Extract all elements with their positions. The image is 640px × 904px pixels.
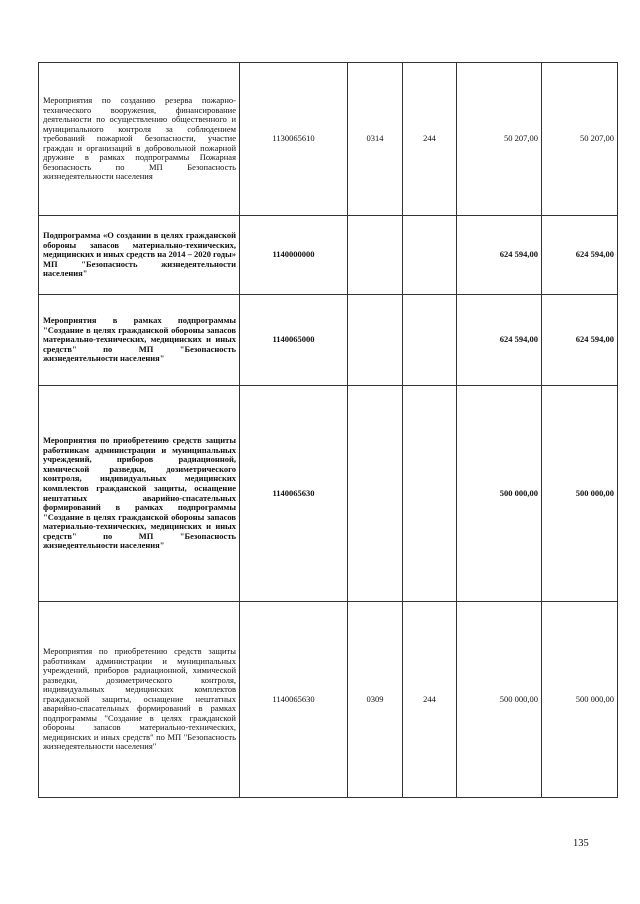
row-amount-plan: 624 594,00 [457,216,542,295]
table-row [39,386,618,602]
table-row [39,216,618,295]
row-section-code [348,295,403,386]
row-description: Мероприятия по приобретению средств защиты работникам администрации и муниципальных учреждений, приборов радиационной, химической разведки, дозиметрического контроля, индивидуальных медицинских комплектов гражданской защиты, оснащение нештатных аварийно-спасательных формирований в рамках подпрограммы "Создание в целях гражданской обороны запасов материально-технических, медицинских и иных средств" по МП "Безопасность жизнедеятельности населения" [39,386,240,602]
table-row [39,295,618,386]
row-amount-plan: 500 000,00 [457,386,542,602]
page-number: 135 [573,838,589,849]
row-amount-plan: 624 594,00 [457,295,542,386]
row-section-code [348,216,403,295]
row-amount-actual: 50 207,00 [542,63,618,216]
row-expense-type [403,295,457,386]
budget-table [38,62,618,798]
row-target-code: 1140065630 [240,602,348,798]
row-target-code: 1140065000 [240,295,348,386]
row-expense-type [403,216,457,295]
row-target-code: 1140000000 [240,216,348,295]
row-description: Мероприятия в рамках подпрограммы "Создание в целях гражданской обороны запасов материально-технических, медицинских и иных средств" по МП "Безопасность жизнедеятельности населения" [39,295,240,386]
table-row [39,602,618,798]
row-description: Мероприятия по созданию резерва пожарно-технического вооружения, финансирование деятельности по осуществлению общественного и муниципального контроля за соблюдением требований пожарной безопасности, участие граждан и организаций в добровольной пожарной дружине в рамках подпрограммы Пожарная безопасность по МП Безопасность жизнедеятельности населения [39,63,240,216]
row-expense-type [403,386,457,602]
row-description: Подпрограмма «О создании в целях гражданской обороны запасов материально-технических, медицинских и иных средств на 2014 – 2020 годы» МП "Безопасность жизнедеятельности населения" [39,216,240,295]
row-section-code: 0309 [348,602,403,798]
row-section-code [348,386,403,602]
row-target-code: 1140065630 [240,386,348,602]
row-expense-type: 244 [403,63,457,216]
row-amount-plan: 50 207,00 [457,63,542,216]
row-amount-actual: 500 000,00 [542,602,618,798]
table-row [39,63,618,216]
row-expense-type: 244 [403,602,457,798]
row-amount-actual: 624 594,00 [542,216,618,295]
row-amount-actual: 500 000,00 [542,386,618,602]
row-amount-plan: 500 000,00 [457,602,542,798]
row-section-code: 0314 [348,63,403,216]
row-target-code: 1130065610 [240,63,348,216]
row-description: Мероприятия по приобретению средств защиты работникам администрации и муниципальных учреждений, приборов радиационной, химической разведки, дозиметрического контроля, индивидуальных медицинских комплектов гражданской защиты, оснащение нештатных аварийно-спасательных формирований в рамках подпрограммы "Создание в целях гражданской обороны запасов материально-технических, медицинских и иных средств" по МП "Безопасность жизнедеятельности населения" [39,602,240,798]
row-amount-actual: 624 594,00 [542,295,618,386]
